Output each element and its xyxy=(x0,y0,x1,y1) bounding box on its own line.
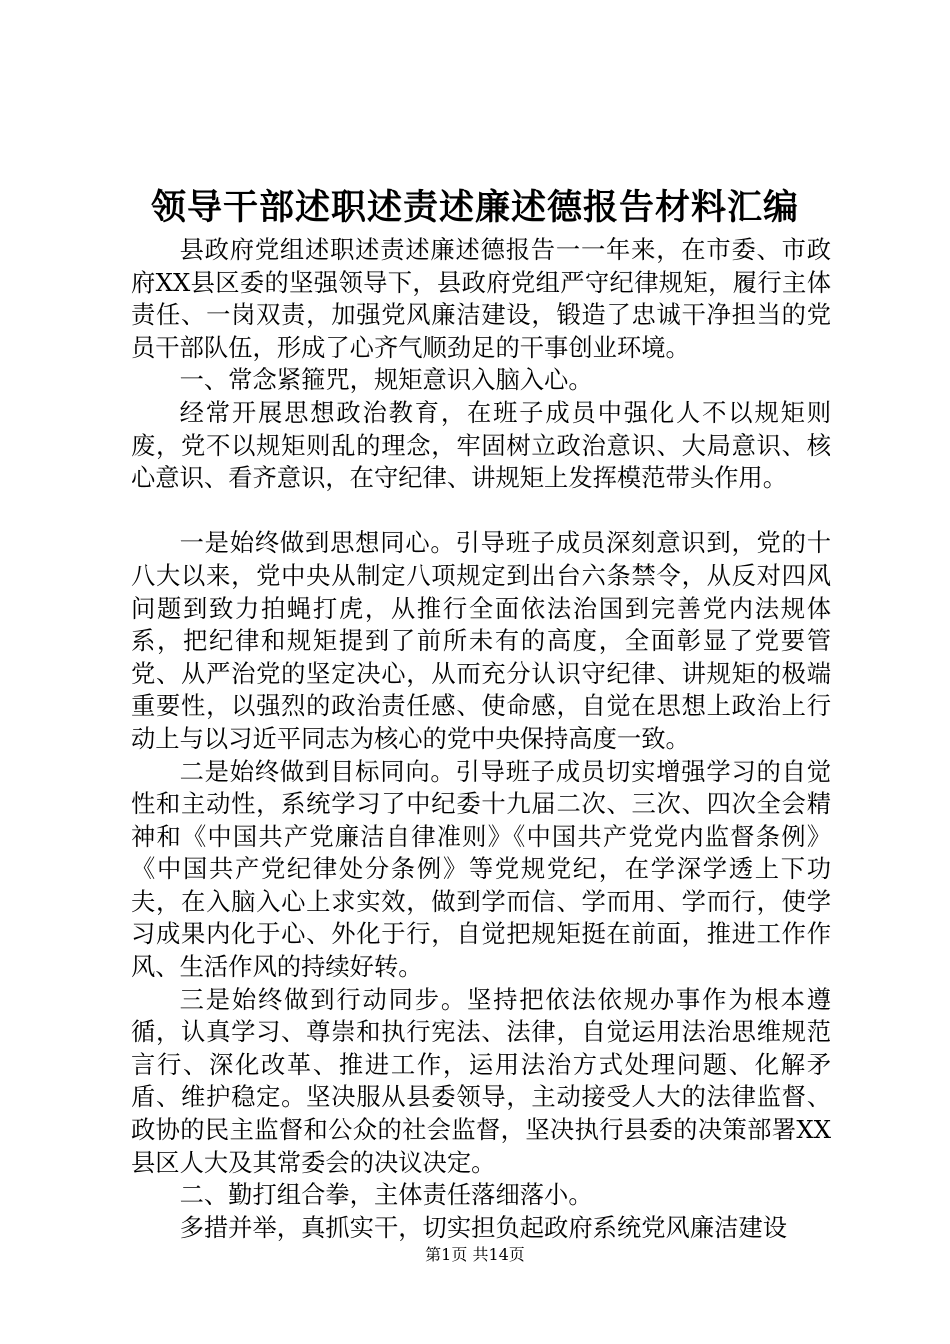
document-title: 领导干部述职述责述廉述德报告材料汇编 xyxy=(150,187,799,228)
paragraph-education: 经常开展思想政治教育，在班子成员中强化人不以规矩则废，党不以规矩则乱的理念，牢固树立政治意识、大局意识、核心意识、看齐意识，在守纪律、讲规矩上发挥模范带头作用。 xyxy=(131,397,831,493)
paragraph-measures: 多措并举，真抓实干，切实担负起政府系统党风廉洁建设 xyxy=(179,1212,788,1242)
page-number-footer: 第1页 共14页 xyxy=(425,1245,525,1264)
paragraph-point-1: 一是始终做到思想同心。引导班子成员深刻意识到，党的十八大以来，党中央从制定八项规定到出台六条禁令，从反对四风问题到致力拍蝇打虎，从推行全面依法治国到完善党内法规体系，把纪律和规矩提到了前所未有的高度，全面彰显了党要管党、从严治党的坚定决心，从而充分认识守纪律、讲规矩的极端重要性，以强烈的政治责任感、使命感，自觉在思想上政治上行动上与以习近平同志为核心的党中央保持高度一致。 xyxy=(131,528,831,753)
section-heading-2: 二、勤打组合拳，主体责任落细落小。 xyxy=(179,1180,593,1210)
document-body xyxy=(131,234,831,1244)
paragraph-intro: 县政府党组述职述责述廉述德报告一一年来，在市委、市政府XX县区委的坚强领导下，县政府党组严守纪律规矩，履行主体责任、一岗双责，加强党风廉洁建设，锻造了忠诚干净担当的党员干部队伍，形成了心齐气顺劲足的干事创业环境。 xyxy=(131,235,831,362)
paragraph-point-2: 二是始终做到目标同向。引导班子成员切实增强学习的自觉性和主动性，系统学习了中纪委十九届二次、三次、四次全会精神和《中国共产党廉洁自律准则》《中国共产党党内监督条例》《中国共产党纪律处分条例》等党规党纪，在学深学透上下功夫，在入脑入心上求实效，做到学而信、学而用、学而行，使学习成果内化于心、外化于行，自觉把规矩挺在前面，推进工作作风、生活作风的持续好转。 xyxy=(131,756,831,982)
section-heading-1: 一、常念紧箍咒，规矩意识入脑入心。 xyxy=(179,365,593,395)
paragraph-point-3: 三是始终做到行动同步。坚持把依法依规办事作为根本遵循，认真学习、尊崇和执行宪法、法律，自觉运用法治思维规范言行、深化改革、推进工作，运用法治方式处理问题、化解矛盾、维护稳定。坚决服从县委领导，主动接受人大的法律监督、政协的民主监督和公众的社会监督，坚决执行县委的决策部署XX县区人大及其常委会的决议决定。 xyxy=(131,984,831,1177)
